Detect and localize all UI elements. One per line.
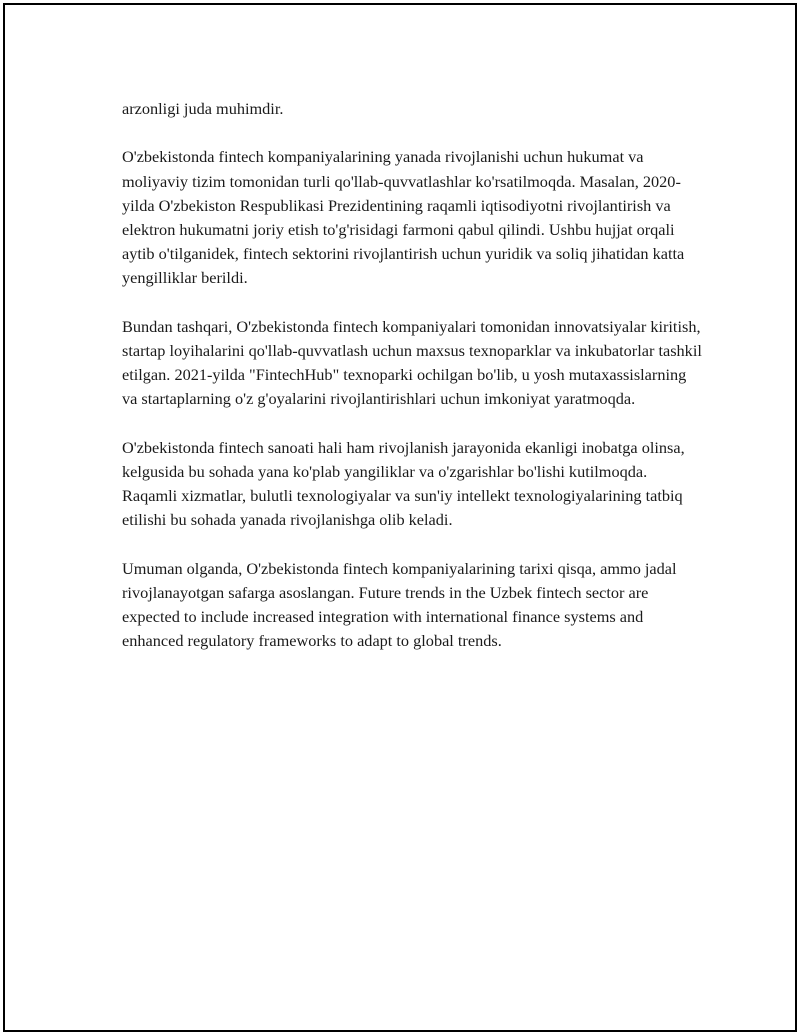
- paragraph-future-outlook: O'zbekistonda fintech sanoati hali ham rivojlanish jarayonida ekanligi inobatga olinsa, kelgusida bu sohada yana ko'plab yangiliklar va o'zgarishlar bo'lishi kutilmoqda. Raqamli xizmatlar, bulutli texnologiyalar va sun'iy intellekt texnologiyalarining tatbiq etilishi bu sohada yanada rivojlanishga olib keladi.: [122, 437, 685, 530]
- paragraph-conclusion: Umuman olganda, O'zbekistonda fintech kompaniyalarining tarixi qisqa, ammo jadal rivojlanayotgan safarga asoslangan. Future trends in the Uzbek fintech sector are expected to include increased integration with international finance systems and enhanced regulatory frameworks to adapt to global trends.: [122, 558, 677, 651]
- paragraph-continuation: arzonligi juda muhimdir.: [122, 99, 284, 118]
- document-body: [122, 97, 702, 678]
- paragraph-government-support: O'zbekistonda fintech kompaniyalarining yanada rivojlanishi uchun hukumat va moliyaviy tizim tomonidan turli qo'llab-quvvatlashlar ko'rsatilmoqda. Masalan, 2020-yilda O'zbekiston Respublikasi Prezidentining raqamli iqtisodiyotni rivojlantirish va elektron hukumatni joriy etish to'g'risidagi farmoni qabul qilindi. Ushbu hujjat orqali aytib o'tilganidek, fintech sektorini rivojlantirish uchun yuridik va soliq jihatidan katta yengilliklar berildi.: [122, 147, 685, 288]
- paragraph-technoparks: Bundan tashqari, O'zbekistonda fintech kompaniyalari tomonidan innovatsiyalar kiritish, startap loyihalarini qo'llab-quvvatlash uchun maxsus texnoparklar va inkubatorlar tashkil etilgan. 2021-yilda "FintechHub" texnoparki ochilgan bo'lib, u yosh mutaxassislarning va startaplarning o'z g'oyalarini rivojlantirishlari uchun imkoniyat yaratmoqda.: [122, 316, 702, 409]
- page-frame: [3, 3, 797, 1032]
